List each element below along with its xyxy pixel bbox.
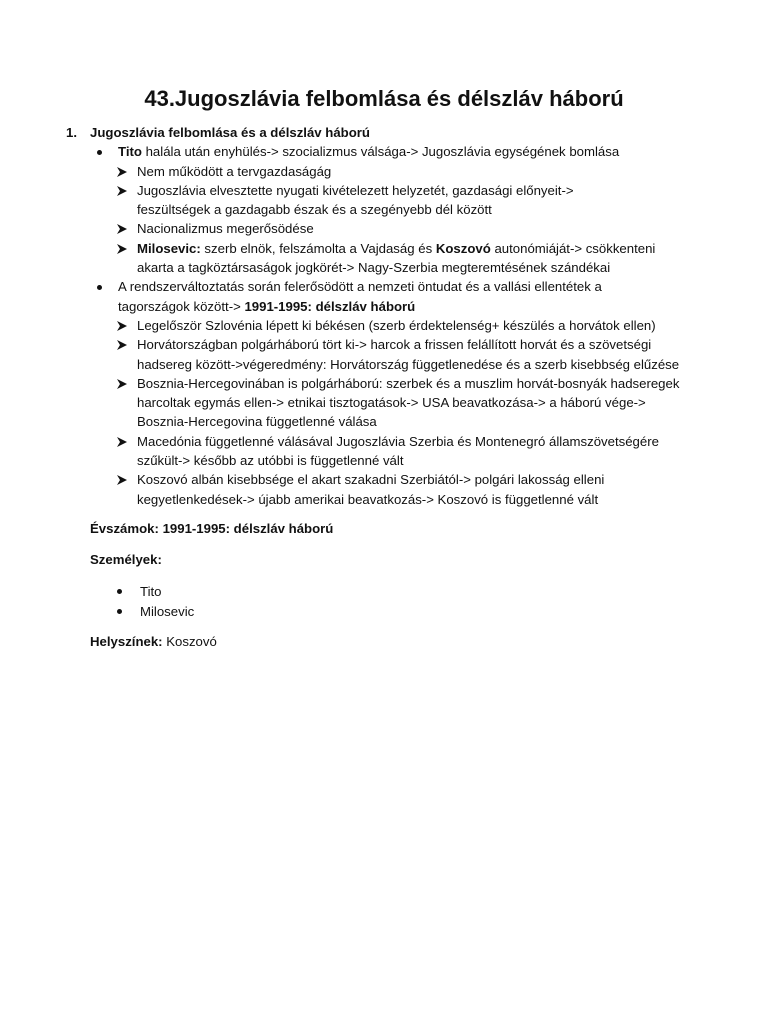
arrow-item-text: Bosznia-Hercegovinában is polgárháború: szerbek és a muszlim horvát-bosnyák hadseregek bbox=[137, 375, 680, 391]
arrow-item bbox=[66, 374, 726, 432]
evszamok-line bbox=[66, 519, 726, 538]
arrow-item bbox=[66, 219, 726, 238]
arrow-item-text-cont: hadsereg között->végeredmény: Horvátország függetlenedése és a szerb kisebbség elűzése bbox=[137, 356, 680, 372]
bullet-dot-icon bbox=[97, 285, 102, 290]
bullet-text: halála után enyhülés-> szocializmus válsága-> Jugoszlávia egységének bomlása bbox=[141, 144, 620, 160]
arrow-bullet-icon bbox=[116, 243, 128, 255]
person-name: Tito bbox=[140, 583, 162, 599]
bullet-dot-icon bbox=[97, 150, 102, 155]
arrow-item bbox=[66, 316, 726, 335]
arrow-bullet-icon bbox=[116, 474, 128, 486]
szemelyek-label-line bbox=[66, 550, 726, 569]
bullet-text-cont: tagországok között-> bbox=[118, 298, 245, 314]
arrow-item-text: szerb elnök, felszámolta a Vajdaság és bbox=[200, 240, 436, 256]
persons-list bbox=[66, 582, 726, 622]
helyszinek-line bbox=[66, 632, 726, 651]
helyszinek-label: Helyszínek: bbox=[90, 633, 163, 649]
arrow-bullet-icon bbox=[116, 320, 128, 332]
document-body bbox=[66, 123, 726, 651]
arrow-item bbox=[66, 432, 726, 471]
page-title: 43.Jugoszlávia felbomlása és délszláv háború bbox=[144, 86, 624, 111]
bullet-item bbox=[66, 142, 726, 161]
arrow-bullet-icon bbox=[116, 166, 128, 178]
arrow-item-text-cont: Bosznia-Hercegovina függetlenné válása bbox=[137, 414, 377, 430]
bold-term: Milosevic: bbox=[137, 240, 201, 256]
arrow-item-text: Koszovó albán kisebbsége el akart szakadni Szerbiától-> polgári lakosság elleni bbox=[137, 472, 605, 488]
arrow-item bbox=[66, 470, 726, 509]
arrow-item-text-cont: feszültségek a gazdagabb észak és a szegényebb dél között bbox=[137, 202, 492, 218]
list-item bbox=[112, 582, 726, 602]
arrow-item-text: Legelőször Szlovénia lépett ki békésen (szerb érdektelenség+ készülés a horvátok ellen) bbox=[137, 317, 656, 333]
arrow-item-text: Jugoszlávia elvesztette nyugati kivételezett helyzetét, gazdasági előnyeit-> bbox=[137, 182, 574, 198]
arrow-item-text-cont: harcoltak egymás ellen-> etnikai tisztogatások-> USA beavatkozása-> a háború vége-> bbox=[137, 395, 646, 411]
helyszinek-value: Koszovó bbox=[162, 633, 217, 649]
arrow-bullet-icon bbox=[116, 223, 128, 235]
arrow-item-text: Nem működött a tervgazdaságág bbox=[137, 163, 332, 179]
arrow-item bbox=[66, 181, 726, 220]
arrow-bullet-icon bbox=[116, 378, 128, 390]
arrow-item-text: autonómiáját-> csökkenteni bbox=[490, 240, 656, 256]
section-number: 1. bbox=[66, 125, 77, 140]
bold-term: Koszovó bbox=[435, 240, 491, 256]
arrow-item-text: Nacionalizmus megerősödése bbox=[137, 221, 314, 237]
arrow-bullet-icon bbox=[116, 185, 128, 197]
arrow-bullet-icon bbox=[116, 436, 128, 448]
bullet-dot-icon bbox=[117, 589, 122, 594]
arrow-item-text: Macedónia függetlenné válásával Jugoszlávia Szerbia és Montenegró államszövetségére bbox=[137, 433, 659, 449]
arrow-item-text-cont: akarta a tagköztársaságok jogkörét-> Nagy-Szerbia megteremtésének szándékai bbox=[137, 260, 611, 276]
evszamok-text: Évszámok: 1991-1995: délszláv háború bbox=[90, 520, 334, 536]
arrow-item-text-cont: kegyetlenkedések-> újabb amerikai beavatkozás-> Koszovó is függetlenné vált bbox=[137, 491, 599, 507]
arrow-item bbox=[66, 162, 726, 181]
bold-term: 1991-1995: délszláv háború bbox=[244, 298, 416, 314]
arrow-item bbox=[66, 239, 726, 278]
arrow-item-text: Horvátországban polgárháború tört ki-> harcok a frissen felállított horvát és a szövetségi bbox=[137, 337, 652, 353]
arrow-item bbox=[66, 335, 726, 374]
szemelyek-label: Személyek: bbox=[90, 552, 162, 568]
bullet-dot-icon bbox=[117, 609, 122, 614]
arrow-bullet-icon bbox=[116, 339, 128, 351]
bullet-item bbox=[66, 277, 726, 316]
section-heading-text: Jugoszlávia felbomlása és a délszláv háború bbox=[90, 125, 370, 140]
bold-term: Tito bbox=[118, 144, 142, 160]
arrow-item-text-cont: szűkült-> később az utóbbi is függetlenné vált bbox=[137, 453, 404, 469]
list-item bbox=[112, 602, 726, 622]
bullet-text: A rendszerváltoztatás során felerősödött a nemzeti öntudat és a vallási ellentétek a bbox=[118, 279, 602, 295]
section-heading bbox=[66, 123, 726, 142]
person-name: Milosevic bbox=[140, 603, 195, 619]
